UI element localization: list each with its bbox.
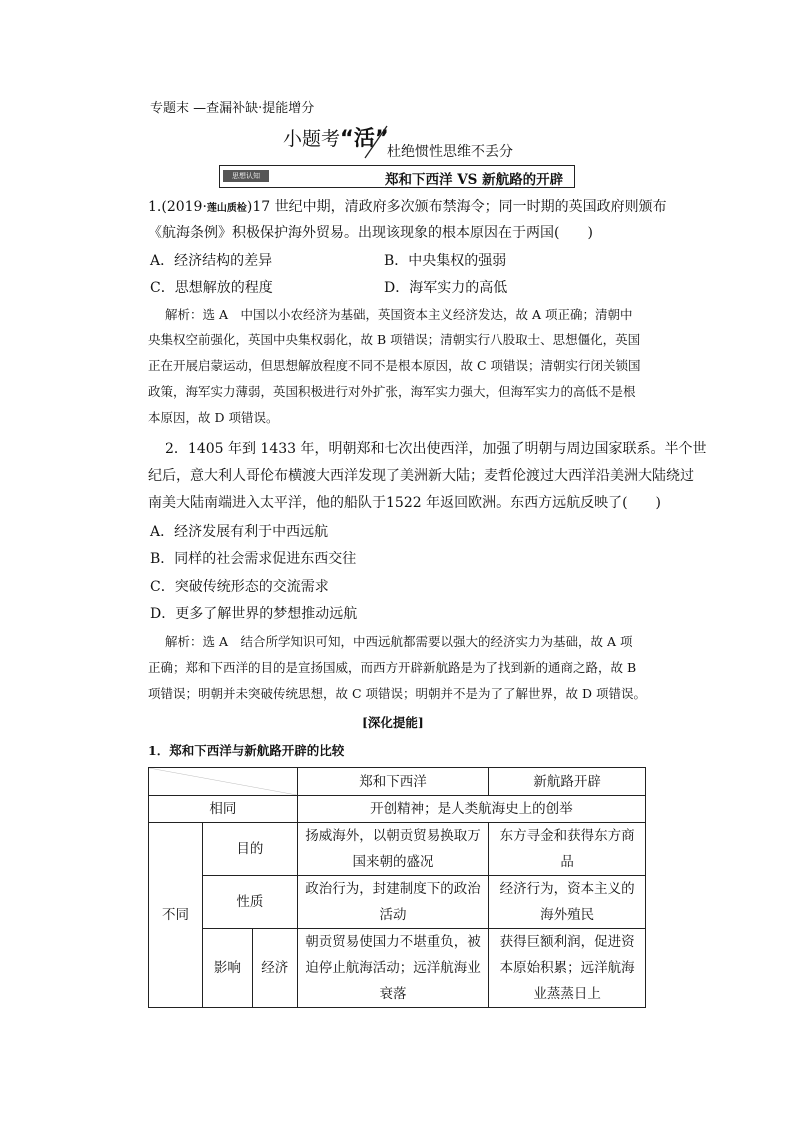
economy-zhenghe-line-1: 朝贡贸易使国力不堪重负，被 [305,934,481,950]
q1-source: 莲山质检 [206,203,247,214]
title-emphasis: “活” [340,126,389,150]
q1-option-c: C．思想解放的程度 [150,280,273,296]
economy-zhenghe [297,929,489,1008]
nature-new-route-line-1: 经济行为，资本主义的 [499,881,635,897]
q2-analysis-1: 解析：选 A 结合所学知识可知，中西远航都需要以强大的经济实力为基础，故 A 项 [165,634,633,649]
q1-number: 1.(2019· [148,199,207,215]
economy-new-route-line-1: 获得巨额利润，促进资 [499,934,635,950]
q2-option-a: A．经济发展有利于中西远航 [150,524,329,540]
deepen-item-title: 1．郑和下西洋与新航路开辟的比较 [148,743,345,758]
q2-line-2: 纪后，意大利人哥伦布横渡大西洋发现了美洲新大陆；麦哲伦渡过大西洋沿美洲大陆绕过 [148,468,694,484]
table-row-economy [149,929,646,1008]
q2-analysis-2: 正确；郑和下西洋的目的是宣扬国威，而西方开辟新航路是为了找到新的通商之路，故 B [148,660,637,675]
header-new-route: 新航路开辟 [489,768,646,796]
diagonal-header-cell [149,768,298,796]
nature-zhenghe [297,876,489,929]
page-subtitle: 杜绝惯性思维不丢分 [387,144,513,160]
economy-zhenghe-line-2: 迫停止航海活动；远洋航海业 [305,960,481,976]
economy-new-route-line-3: 业蒸蒸日上 [533,986,601,1002]
q2-line-3: 南美大陆南端进入太平洋，他的船队于1522 年返回欧洲。东西方远航反映了( ) [148,495,662,511]
economy-label: 经济 [252,929,297,1008]
topic-banner [219,165,575,188]
table-row-nature [149,876,646,929]
header-zhenghe: 郑和下西洋 [297,768,489,796]
table-row-same [149,796,646,823]
deepen-title: [深化提能] [362,715,424,730]
same-value: 开创精神；是人类航海史上的创举 [297,796,645,823]
q1-analysis-4: 政策，海军实力薄弱，英国积极进行对外扩张，海军实力强大，但海军实力的高低不是根 [148,384,636,399]
q1-option-d: D．海军实力的高低 [384,280,508,296]
banner-title: 郑和下西洋 VS 新航路的开辟 [385,172,564,188]
same-label: 相同 [149,796,298,823]
q2-option-b: B．同样的社会需求促进东西交往 [150,551,357,567]
purpose-new-route [489,823,646,876]
diff-label: 不同 [149,823,203,1008]
q1-line-2: 《航海条例》积极保护海外贸易。出现该现象的根本原因在于两国( ) [148,225,593,241]
banner-tag: 思想认知 [223,170,269,182]
q1-analysis-1: 解析：选 A 中国以小农经济为基础，英国资本主义经济发达，故 A 项正确；清朝中 [165,307,633,322]
q2-analysis-3: 项错误；明朝并未突破传统思想，故 C 项错误；明朝并不是为了了解世界，故 D 项错误。 [148,686,646,701]
nature-new-route-line-2: 海外殖民 [540,907,595,923]
impact-label: 影响 [202,929,252,1008]
q1-analysis-2: 央集权空前强化，英国中央集权弱化，故 B 项错误；清朝实行八股取士、思想僵化，英国 [148,332,641,347]
nature-zhenghe-line-1: 政治行为，封建制度下的政治 [305,881,481,897]
nature-label: 性质 [202,876,297,929]
q2-option-d: D．更多了解世界的梦想推动远航 [150,606,358,622]
q2-line-1: 2．1405 年到 1433 年，明朝郑和七次出使西洋，加强了明朝与周边国家联系。半个世 [165,441,707,457]
table-row-purpose [149,823,646,876]
title-prefix: 小题考 [283,128,341,150]
q1-analysis-5: 本原因，故 D 项错误。 [148,410,279,425]
q1-analysis-3: 正在开展启蒙运动，但思想解放程度不同不是根本原因，故 C 项错误；清朝实行闭关锁国 [148,358,641,373]
purpose-new-route-line-1: 东方寻金和获得东方商 [499,828,635,844]
q2-option-c: C．突破传统形态的交流需求 [150,579,329,595]
diagonal-line [149,768,297,795]
economy-zhenghe-line-3: 衰落 [379,986,407,1002]
nature-zhenghe-line-2: 活动 [379,907,407,923]
table-header-row [149,768,646,796]
nature-new-route [489,876,646,929]
economy-new-route [489,929,646,1008]
q1-option-a: A．经济结构的差异 [150,253,273,269]
purpose-label: 目的 [202,823,297,876]
purpose-zhenghe-line-1: 扬威海外，以朝贡贸易换取万 [305,828,481,844]
section-label: 专题末 —查漏补缺·提能增分 [150,101,315,116]
purpose-zhenghe-line-2: 国来朝的盛况 [352,854,434,870]
q1-stem-1: )17 世纪中期，清政府多次颁布禁海令；同一时期的英国政府则颁布 [246,199,667,215]
purpose-new-route-line-2: 品 [560,854,574,870]
q1-option-b: B．中央集权的强弱 [384,253,507,269]
q1-line-1 [148,196,667,216]
purpose-zhenghe [297,823,489,876]
economy-new-route-line-2: 本原始积累；远洋航海 [499,960,635,976]
comparison-table [148,767,646,1008]
